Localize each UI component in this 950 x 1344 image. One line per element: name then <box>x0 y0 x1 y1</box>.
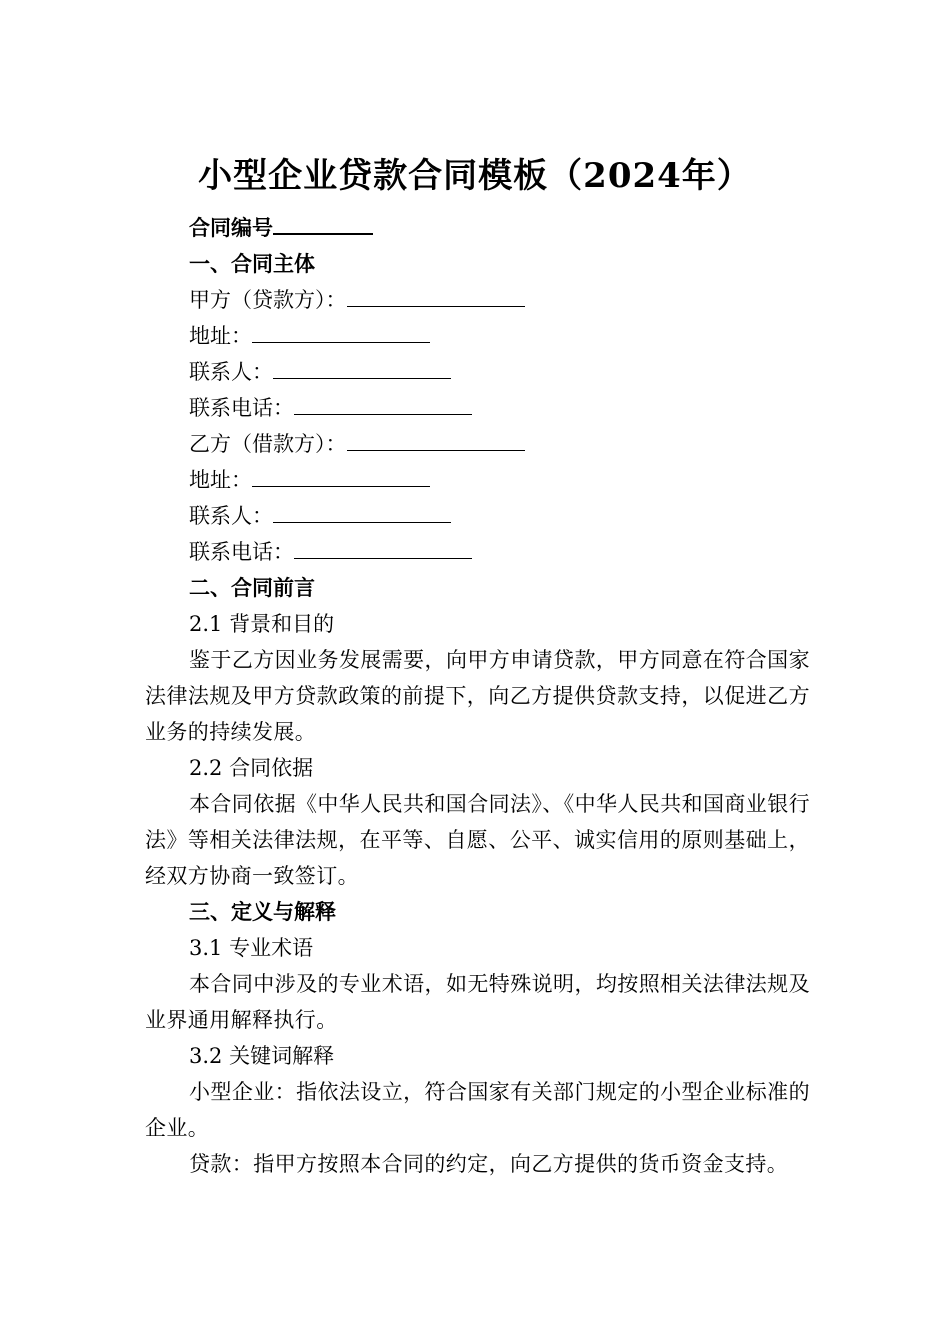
party-a-contact-label: 联系人： <box>189 360 273 384</box>
party-a-blank <box>347 284 525 307</box>
party-a-contact-line <box>145 354 810 390</box>
party-b-blank <box>347 428 525 451</box>
contract-number-blank <box>273 211 373 235</box>
section3-1-title: 3.1 专业术语 <box>189 936 314 960</box>
section3-heading: 三、定义与解释 <box>189 899 336 924</box>
party-a-label: 甲方（贷款方）： <box>189 288 347 312</box>
party-b-address-blank <box>252 464 430 487</box>
section1-heading: 一、合同主体 <box>189 251 315 276</box>
party-b-contact-blank <box>273 500 451 523</box>
contract-number-label: 合同编号 <box>189 215 273 240</box>
party-a-address-label: 地址： <box>189 324 252 348</box>
party-a-line <box>145 282 810 318</box>
party-b-phone-label: 联系电话： <box>189 540 294 564</box>
party-a-address-line <box>145 318 810 354</box>
document-title: 小型企业贷款合同模板（2024年） <box>198 156 752 196</box>
section2-1-paragraph: 鉴于乙方因业务发展需要，向甲方申请贷款，甲方同意在符合国家法律法规及甲方贷款政策的前提下，向乙方提供贷款支持，以促进乙方业务的持续发展。 <box>145 648 810 744</box>
section3-2-title: 3.2 关键词解释 <box>189 1044 335 1068</box>
definition-small-enterprise: 小型企业：指依法设立，符合国家有关部门规定的小型企业标准的企业。 <box>145 1080 810 1140</box>
section2-1-title: 2.1 背景和目的 <box>189 612 335 636</box>
party-a-contact-blank <box>273 356 451 379</box>
party-b-address-line <box>145 462 810 498</box>
party-b-address-label: 地址： <box>189 468 252 492</box>
party-a-phone-blank <box>294 392 472 415</box>
party-b-line <box>145 426 810 462</box>
contract-number-line <box>145 210 810 246</box>
definition-loan: 贷款：指甲方按照本合同的约定，向乙方提供的货币资金支持。 <box>189 1152 789 1176</box>
party-b-phone-line <box>145 534 810 570</box>
party-a-phone-line <box>145 390 810 426</box>
section2-heading: 二、合同前言 <box>189 575 315 600</box>
party-b-label: 乙方（借款方）： <box>189 432 347 456</box>
section2-2-title: 2.2 合同依据 <box>189 756 314 780</box>
document-body <box>145 210 810 1182</box>
party-a-address-blank <box>252 320 430 343</box>
party-a-phone-label: 联系电话： <box>189 396 294 420</box>
party-b-contact-label: 联系人： <box>189 504 273 528</box>
party-b-phone-blank <box>294 536 472 559</box>
section2-2-paragraph: 本合同依据《中华人民共和国合同法》、《中华人民共和国商业银行法》等相关法律法规，在平等、自愿、公平、诚实信用的原则基础上，经双方协商一致签订。 <box>145 792 810 888</box>
party-b-contact-line <box>145 498 810 534</box>
section3-1-paragraph: 本合同中涉及的专业术语，如无特殊说明，均按照相关法律法规及业界通用解释执行。 <box>145 972 810 1032</box>
